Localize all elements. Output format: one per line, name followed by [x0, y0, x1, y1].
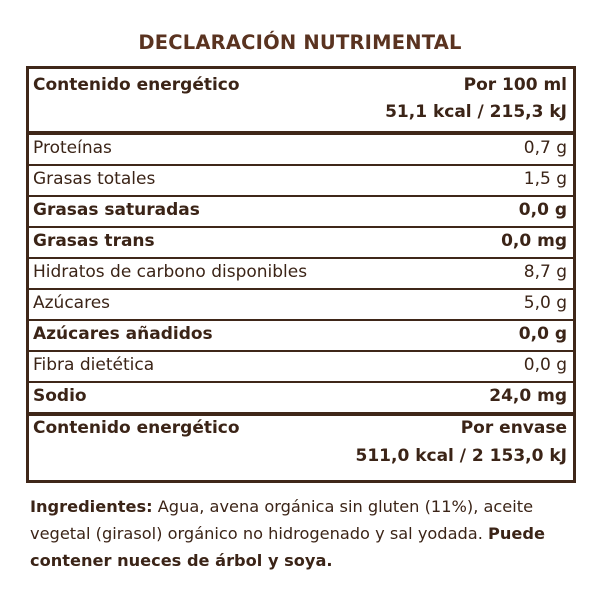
- nutrient-row: [29, 383, 573, 412]
- energy-label: Contenido energético: [33, 418, 240, 438]
- energy-label: Contenido energético: [33, 75, 240, 95]
- nutrient-label: Sodio: [33, 386, 87, 406]
- nutrient-value: 5,0 g: [523, 293, 567, 313]
- energy-per-package-value: 511,0 kcal / 2 153,0 kJ: [355, 446, 567, 466]
- nutrient-label: Proteínas: [33, 138, 112, 158]
- allergen-warning: Puede contener nueces de árbol y soya.: [30, 524, 545, 570]
- nutrient-label: Fibra dietética: [33, 355, 155, 375]
- nutrition-title: DECLARACIÓN NUTRIMENTAL: [138, 31, 462, 54]
- nutrient-value: 0,0 g: [518, 324, 567, 344]
- nutrient-label: Grasas trans: [33, 231, 155, 251]
- nutrient-row: [29, 197, 573, 226]
- nutrient-row: [29, 321, 573, 350]
- nutrient-label: Azúcares añadidos: [33, 324, 213, 344]
- ingredients-heading: Ingredientes:: [30, 497, 153, 516]
- nutrition-table: [26, 66, 576, 483]
- nutrient-value: 0,0 mg: [501, 231, 567, 251]
- energy-per-100ml-header: [29, 69, 573, 131]
- nutrient-value: 0,0 g: [518, 200, 567, 220]
- nutrient-label: Grasas totales: [33, 169, 156, 189]
- nutrient-label: Grasas saturadas: [33, 200, 200, 220]
- nutrient-rows: [29, 135, 573, 412]
- nutrient-label: Hidratos de carbono disponibles: [33, 262, 308, 282]
- per-100ml-label: Por 100 ml: [463, 75, 567, 95]
- nutrient-row: [29, 228, 573, 257]
- per-package-label: Por envase: [460, 418, 567, 438]
- ingredients-paragraph: [30, 493, 576, 574]
- nutrient-value: 0,0 g: [523, 355, 567, 375]
- nutrient-value: 0,7 g: [523, 138, 567, 158]
- nutrient-row: [29, 259, 573, 288]
- nutrient-row: [29, 352, 573, 381]
- ingredients-text: Agua, avena orgánica sin gluten (11%), aceite vegetal (girasol) orgánico no hidrogenado y sal yodada.: [30, 497, 534, 543]
- nutrient-value: 8,7 g: [523, 262, 567, 282]
- energy-per-100ml-value: 51,1 kcal / 215,3 kJ: [385, 102, 567, 122]
- nutrient-value: 1,5 g: [523, 169, 567, 189]
- nutrient-row: [29, 135, 573, 164]
- nutrient-value: 24,0 mg: [489, 386, 567, 406]
- nutrient-row: [29, 166, 573, 195]
- nutrient-row: [29, 290, 573, 319]
- nutrient-label: Azúcares: [33, 293, 111, 313]
- energy-per-package-footer: [29, 416, 573, 480]
